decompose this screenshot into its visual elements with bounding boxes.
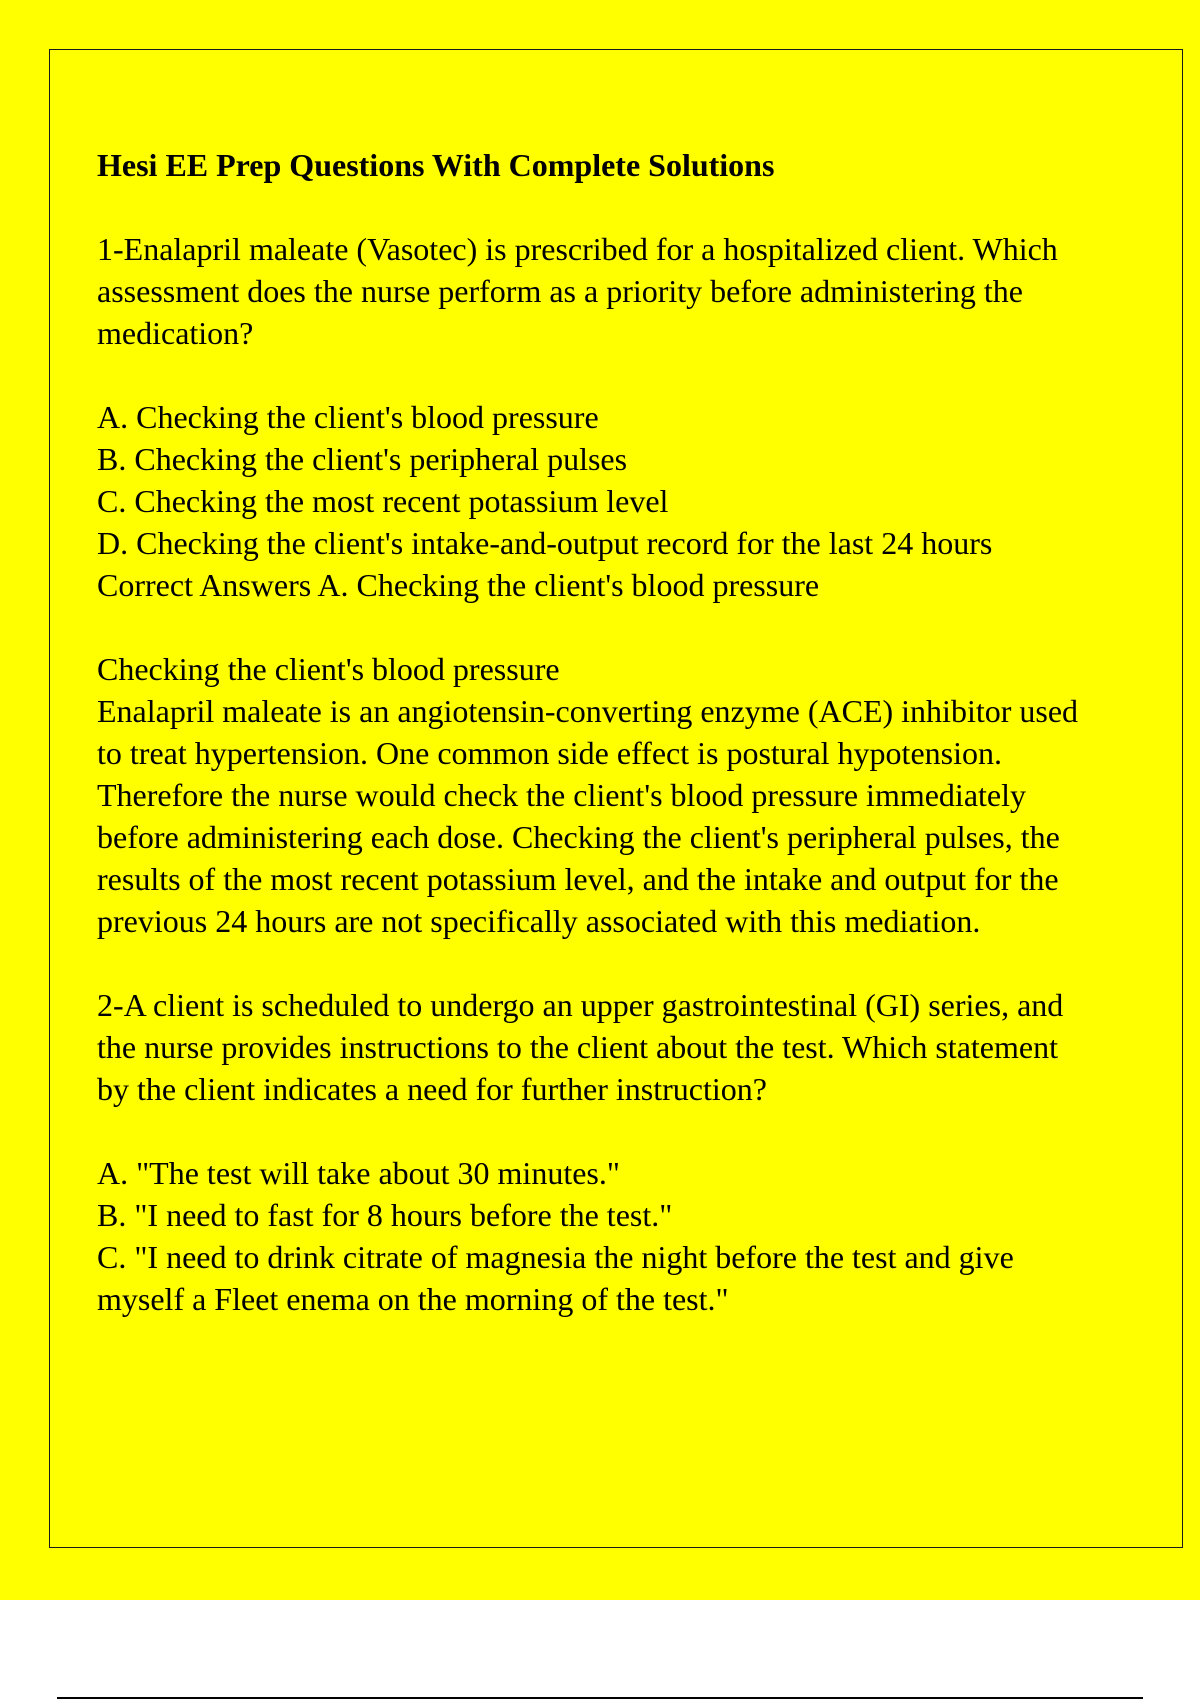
question-1-options	[97, 396, 1087, 606]
question-2-option-c: C. "I need to drink citrate of magnesia the night before the test and give myself a Fleet enema on the morning of the test."	[97, 1239, 1014, 1317]
question-1-text: 1-Enalapril maleate (Vasotec) is prescribed for a hospitalized client. Which assessment does the nurse perform as a priority before administering the medication?	[97, 231, 1058, 351]
document-content	[97, 112, 1087, 1362]
document-title: Hesi EE Prep Questions With Complete Solutions	[97, 147, 775, 183]
question-1-option-b: B. Checking the client's peripheral pulses	[97, 441, 628, 477]
question-2-text: 2-A client is scheduled to undergo an upper gastrointestinal (GI) series, and the nurse provides instructions to the client about the test. Which statement by the client indicates a need for further instruction?	[97, 987, 1064, 1107]
question-1-answer-heading: Checking the client's blood pressure	[97, 651, 560, 687]
question-2-option-b: B. "I need to fast for 8 hours before the test."	[97, 1197, 673, 1233]
question-2-option-a: A. "The test will take about 30 minutes."	[97, 1155, 620, 1191]
question-1-option-a: A. Checking the client's blood pressure	[97, 399, 599, 435]
bottom-divider	[57, 1697, 1143, 1699]
question-1-option-c: C. Checking the most recent potassium level	[97, 483, 669, 519]
question-1-option-d: D. Checking the client's intake-and-output record for the last 24 hours Correct Answers A. Checking the client's blood pressure	[97, 525, 993, 603]
question-1-rationale: Enalapril maleate is an angiotensin-converting enzyme (ACE) inhibitor used to treat hypertension. One common side effect is postural hypotension. Therefore the nurse would check the client's blood pressure immediately before administering each dose. Checking the client's peripheral pulses, the results of the most recent potassium level, and the intake and output for the previous 24 hours are not specifically associated with this mediation.	[97, 693, 1079, 939]
question-2-options	[97, 1152, 1087, 1320]
question-1-rationale-block	[97, 648, 1087, 942]
